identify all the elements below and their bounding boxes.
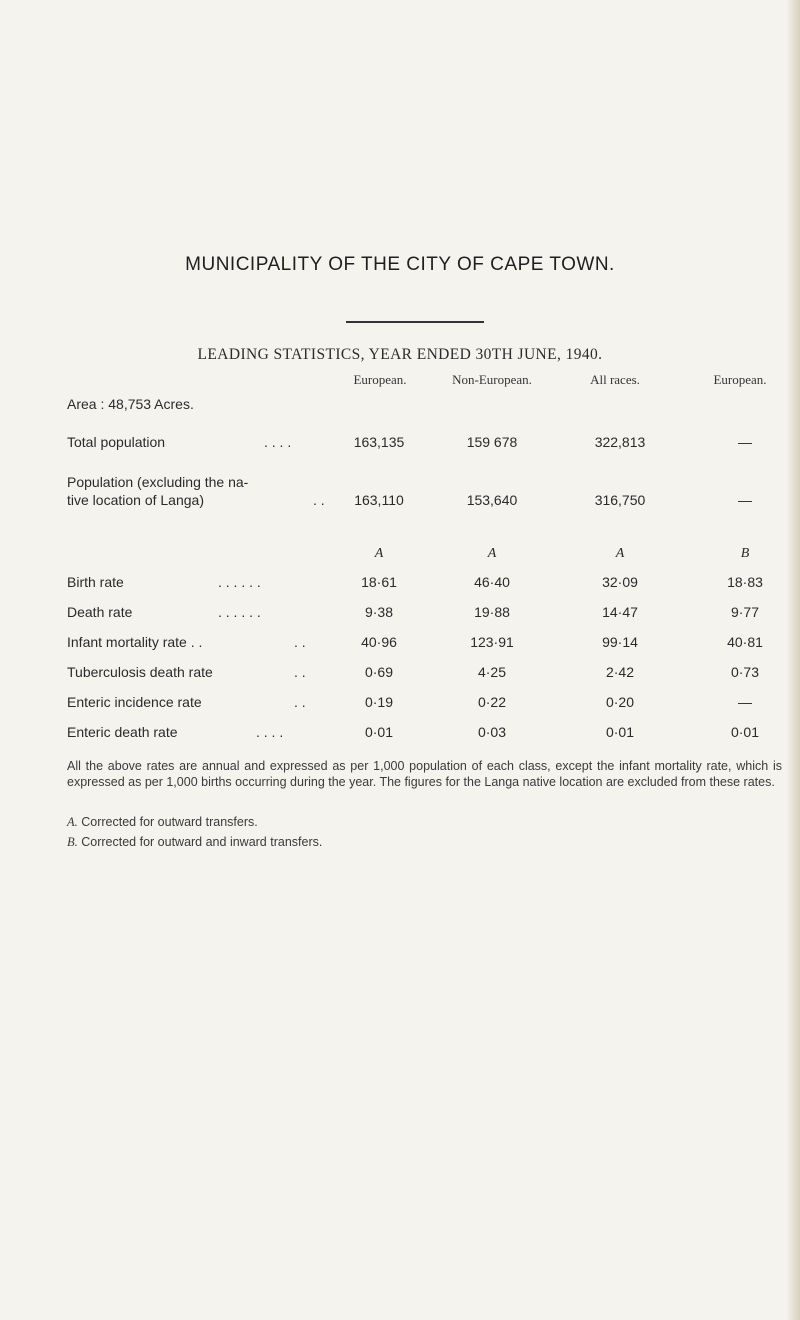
- row-label-total-population: Total population: [67, 434, 166, 450]
- footnote-text: Corrected for outward transfers.: [81, 815, 258, 829]
- cell-value: 0·01: [605, 724, 635, 740]
- column-header-european-b: European.: [713, 372, 767, 387]
- cell-value: 159 678: [466, 434, 518, 450]
- leader-dots: . . . .: [264, 434, 292, 450]
- column-header-all-races: All races.: [590, 372, 640, 387]
- leader-dots: . . . . . .: [218, 604, 261, 620]
- leader-dots: . . . . . .: [218, 574, 261, 590]
- cell-value: 19·88: [474, 604, 510, 620]
- footnote-key: A.: [67, 815, 78, 829]
- cell-value: 18·61: [361, 574, 397, 590]
- cell-value: 0·01: [730, 724, 760, 740]
- row-label-enteric-incidence: Enteric incidence rate: [67, 694, 202, 710]
- cell-value: 9·38: [364, 604, 394, 620]
- leader-dots: . . . .: [256, 724, 284, 740]
- rate-header-a: A: [615, 546, 625, 561]
- rate-header-a: A: [374, 546, 384, 561]
- title-rule: [346, 321, 484, 323]
- cell-value: 0·73: [730, 664, 760, 680]
- cell-value: 2·42: [605, 664, 635, 680]
- cell-value: 9·77: [730, 604, 760, 620]
- cell-value: —: [738, 694, 752, 710]
- cell-value: 0·19: [364, 694, 394, 710]
- cell-value: 14·47: [602, 604, 638, 620]
- footnote-b: [67, 835, 322, 850]
- row-label-population-line1: Population (excluding the na-: [67, 474, 249, 490]
- leader-dots: . .: [294, 694, 306, 710]
- cell-value: 316,750: [594, 492, 646, 508]
- cell-value: 99·14: [602, 634, 638, 650]
- cell-value: 0·22: [477, 694, 507, 710]
- rate-header-b: B: [740, 546, 750, 561]
- cell-value: 0·01: [364, 724, 394, 740]
- row-label-tuberculosis: Tuberculosis death rate: [67, 664, 213, 680]
- row-label-infant-mortality: Infant mortality rate . .: [67, 634, 203, 650]
- cell-value: 163,110: [354, 492, 404, 508]
- row-label-death-rate: Death rate: [67, 604, 133, 620]
- cell-value: —: [738, 492, 752, 508]
- leader-dots: . .: [294, 664, 306, 680]
- explanatory-note: All the above rates are annual and expressed as per 1,000 population of each class, except the infant mortality rate, which is expressed as per 1,000 births occurring during the year. The figures for the Langa native location are excluded from these rates.: [67, 759, 782, 789]
- cell-value: 322,813: [594, 434, 646, 450]
- cell-value: 32·09: [602, 574, 638, 590]
- footnote-a: [67, 815, 258, 830]
- footnote-text: Corrected for outward and inward transfers.: [81, 835, 323, 849]
- cell-value: 40·81: [727, 634, 763, 650]
- page-edge-shadow: [786, 0, 800, 1320]
- page-subtitle: LEADING STATISTICS, YEAR ENDED 30TH JUNE, 1940.: [197, 346, 603, 363]
- area-label: Area : 48,753 Acres.: [67, 396, 194, 412]
- cell-value: 0·20: [605, 694, 635, 710]
- row-label-population-line2: tive location of Langa): [67, 492, 204, 508]
- cell-value: 0·03: [477, 724, 507, 740]
- row-label-birth-rate: Birth rate: [67, 574, 124, 590]
- cell-value: 123·91: [470, 634, 514, 650]
- cell-value: —: [738, 434, 752, 450]
- column-header-european: European.: [353, 372, 407, 387]
- cell-value: 4·25: [477, 664, 507, 680]
- cell-value: 163,135: [353, 434, 405, 450]
- cell-value: 0·69: [364, 664, 394, 680]
- column-header-non-european: Non-European.: [452, 372, 532, 387]
- cell-value: 18·83: [727, 574, 763, 590]
- cell-value: 153,640: [466, 492, 518, 508]
- rate-header-a: A: [487, 546, 497, 561]
- row-label-enteric-death: Enteric death rate: [67, 724, 178, 740]
- leader-dots: . .: [313, 492, 325, 508]
- cell-value: 40·96: [361, 634, 397, 650]
- footnote-key: B.: [67, 835, 78, 849]
- page-title: MUNICIPALITY OF THE CITY OF CAPE TOWN.: [185, 254, 615, 275]
- cell-value: 46·40: [474, 574, 510, 590]
- leader-dots: . .: [294, 634, 306, 650]
